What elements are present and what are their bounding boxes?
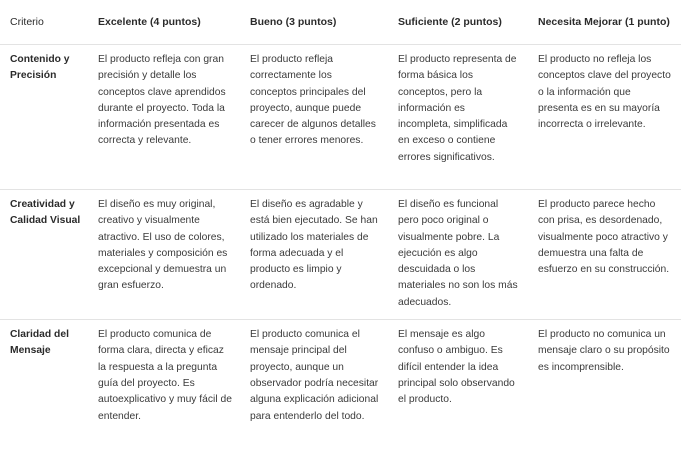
row-criterion: Contenido y Precisión: [0, 45, 88, 190]
cell-needs-improvement: El producto no refleja los conceptos clave del proyecto o la información que presenta es en su mayoría incorrecta o irrelevante.: [528, 45, 681, 190]
cell-excellent: El diseño es muy original, creativo y visualmente atractivo. El uso de colores, materiales y composición es excepcional y demuestra un gran esfuerzo.: [88, 190, 240, 320]
header-good: Bueno (3 puntos): [250, 16, 337, 28]
table-row: [0, 190, 681, 320]
cell-good: El producto refleja correctamente los conceptos principales del proyecto, aunque puede carecer de algunos detalles o tener errores menores.: [240, 45, 388, 190]
header-needs-improvement: Necesita Mejorar (1 punto): [538, 16, 670, 28]
cell-good: El producto comunica el mensaje principal del proyecto, aunque un observador podría necesitar alguna explicación adicional para entenderlo del todo.: [240, 320, 388, 470]
cell-sufficient: El diseño es funcional pero poco original o visualmente pobre. La ejecución es algo descuidada o los materiales no son los más adecuados.: [388, 190, 528, 320]
cell-good: El diseño es agradable y está bien ejecutado. Se han utilizado los materiales de forma adecuada y el producto es limpio y ordenado.: [240, 190, 388, 320]
cell-excellent: El producto refleja con gran precisión y detalle los conceptos clave aprendidos durante el proyecto. Toda la información presentada es correcta y relevante.: [88, 45, 240, 190]
header-row: [0, 0, 681, 45]
table-header: [0, 0, 681, 45]
row-criterion: Claridad del Mensaje: [0, 320, 88, 470]
cell-needs-improvement: El producto parece hecho con prisa, es desordenado, visualmente poco atractivo y demuestra una falta de esfuerzo en su construcción.: [528, 190, 681, 320]
header-sufficient: Suficiente (2 puntos): [398, 16, 502, 28]
header-excellent: Excelente (4 puntos): [98, 16, 201, 28]
table-row: [0, 45, 681, 190]
table-body: [0, 45, 681, 470]
cell-excellent: El producto comunica de forma clara, directa y eficaz la respuesta a la pregunta guía del proyecto. Es autoexplicativo y muy fácil de entender.: [88, 320, 240, 470]
header-criterion: Criterio: [10, 16, 44, 28]
row-criterion: Creatividad y Calidad Visual: [0, 190, 88, 320]
table-row: [0, 320, 681, 470]
cell-sufficient: El mensaje es algo confuso o ambiguo. Es difícil entender la idea principal solo observando el producto.: [388, 320, 528, 470]
cell-needs-improvement: El producto no comunica un mensaje claro o su propósito es incomprensible.: [528, 320, 681, 470]
cell-sufficient: El producto representa de forma básica los conceptos, pero la información es incompleta, simplificada en exceso o contiene errores significativos.: [388, 45, 528, 190]
